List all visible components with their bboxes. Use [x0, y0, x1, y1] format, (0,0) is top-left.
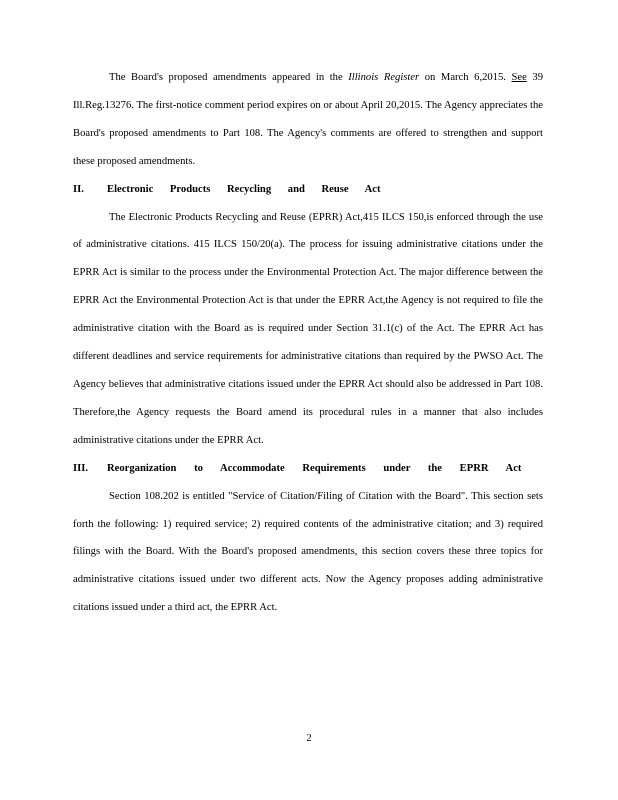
section-title: Electronic Products Recycling and Reuse Act	[107, 183, 381, 195]
intro-text-part1: The Board's proposed amendments appeared in the	[109, 72, 349, 83]
reorganization-paragraph: Section 108.202 is entitled "Service of Citation/Filing of Citation with the Board". This section sets forth the following: 1) required service; 2) required contents of the administrative citation; and 3) required filings with the Board. With the Board's proposed amendments, this section covers these three topics for administrative citations issued under two different acts. Now the Agency proposes adding administrative citations issued under a third act, the EPRR Act.	[73, 490, 543, 614]
section-heading-iii	[73, 455, 543, 483]
eprr-act-paragraph: The Electronic Products Recycling and Reuse (EPRR) Act,415 ILCS 150,is enforced through the use of administrative citations. 415 ILCS 150/20(a). The process for issuing administrative citations under the EPRR Act is similar to the process under the Environmental Protection Act. The major difference between the EPRR Act the Environmental Protection Act is that under the EPRR Act,the Agency is not required to file the administrative citation with the Board as is required under Section 31.1(c) of the Act. The EPRR Act has different deadlines and service requirements for administrative citations than required by the PWSO Act. The Agency believes that administrative citations issued under the EPRR Act should also be addressed in Part 108. Therefore,the Agency requests the Board amend its procedural rules in a manner that also includes administrative citations under the EPRR Act.	[73, 211, 543, 446]
section-number: II.	[73, 183, 84, 195]
section-number: III.	[73, 462, 89, 474]
document-body	[73, 64, 543, 622]
section-title: Reorganization to Accommodate Requirements under the EPRR Act	[107, 462, 522, 474]
intro-paragraph	[73, 64, 543, 176]
intro-text-part2: on March 6,2015.	[419, 72, 512, 83]
section-heading-ii	[73, 176, 543, 204]
page-number: 2	[306, 733, 312, 744]
see-signal: See	[511, 72, 527, 83]
register-name: Illinois Register	[348, 72, 420, 83]
intro-text-part3: 39 Ill.Reg.13276. The first-notice comment period expires on or about April 20,2015. The Agency appreciates the Board's proposed amendments to Part 108. The Agency's comments are offered to strengthen and support these proposed amendments.	[73, 72, 543, 167]
